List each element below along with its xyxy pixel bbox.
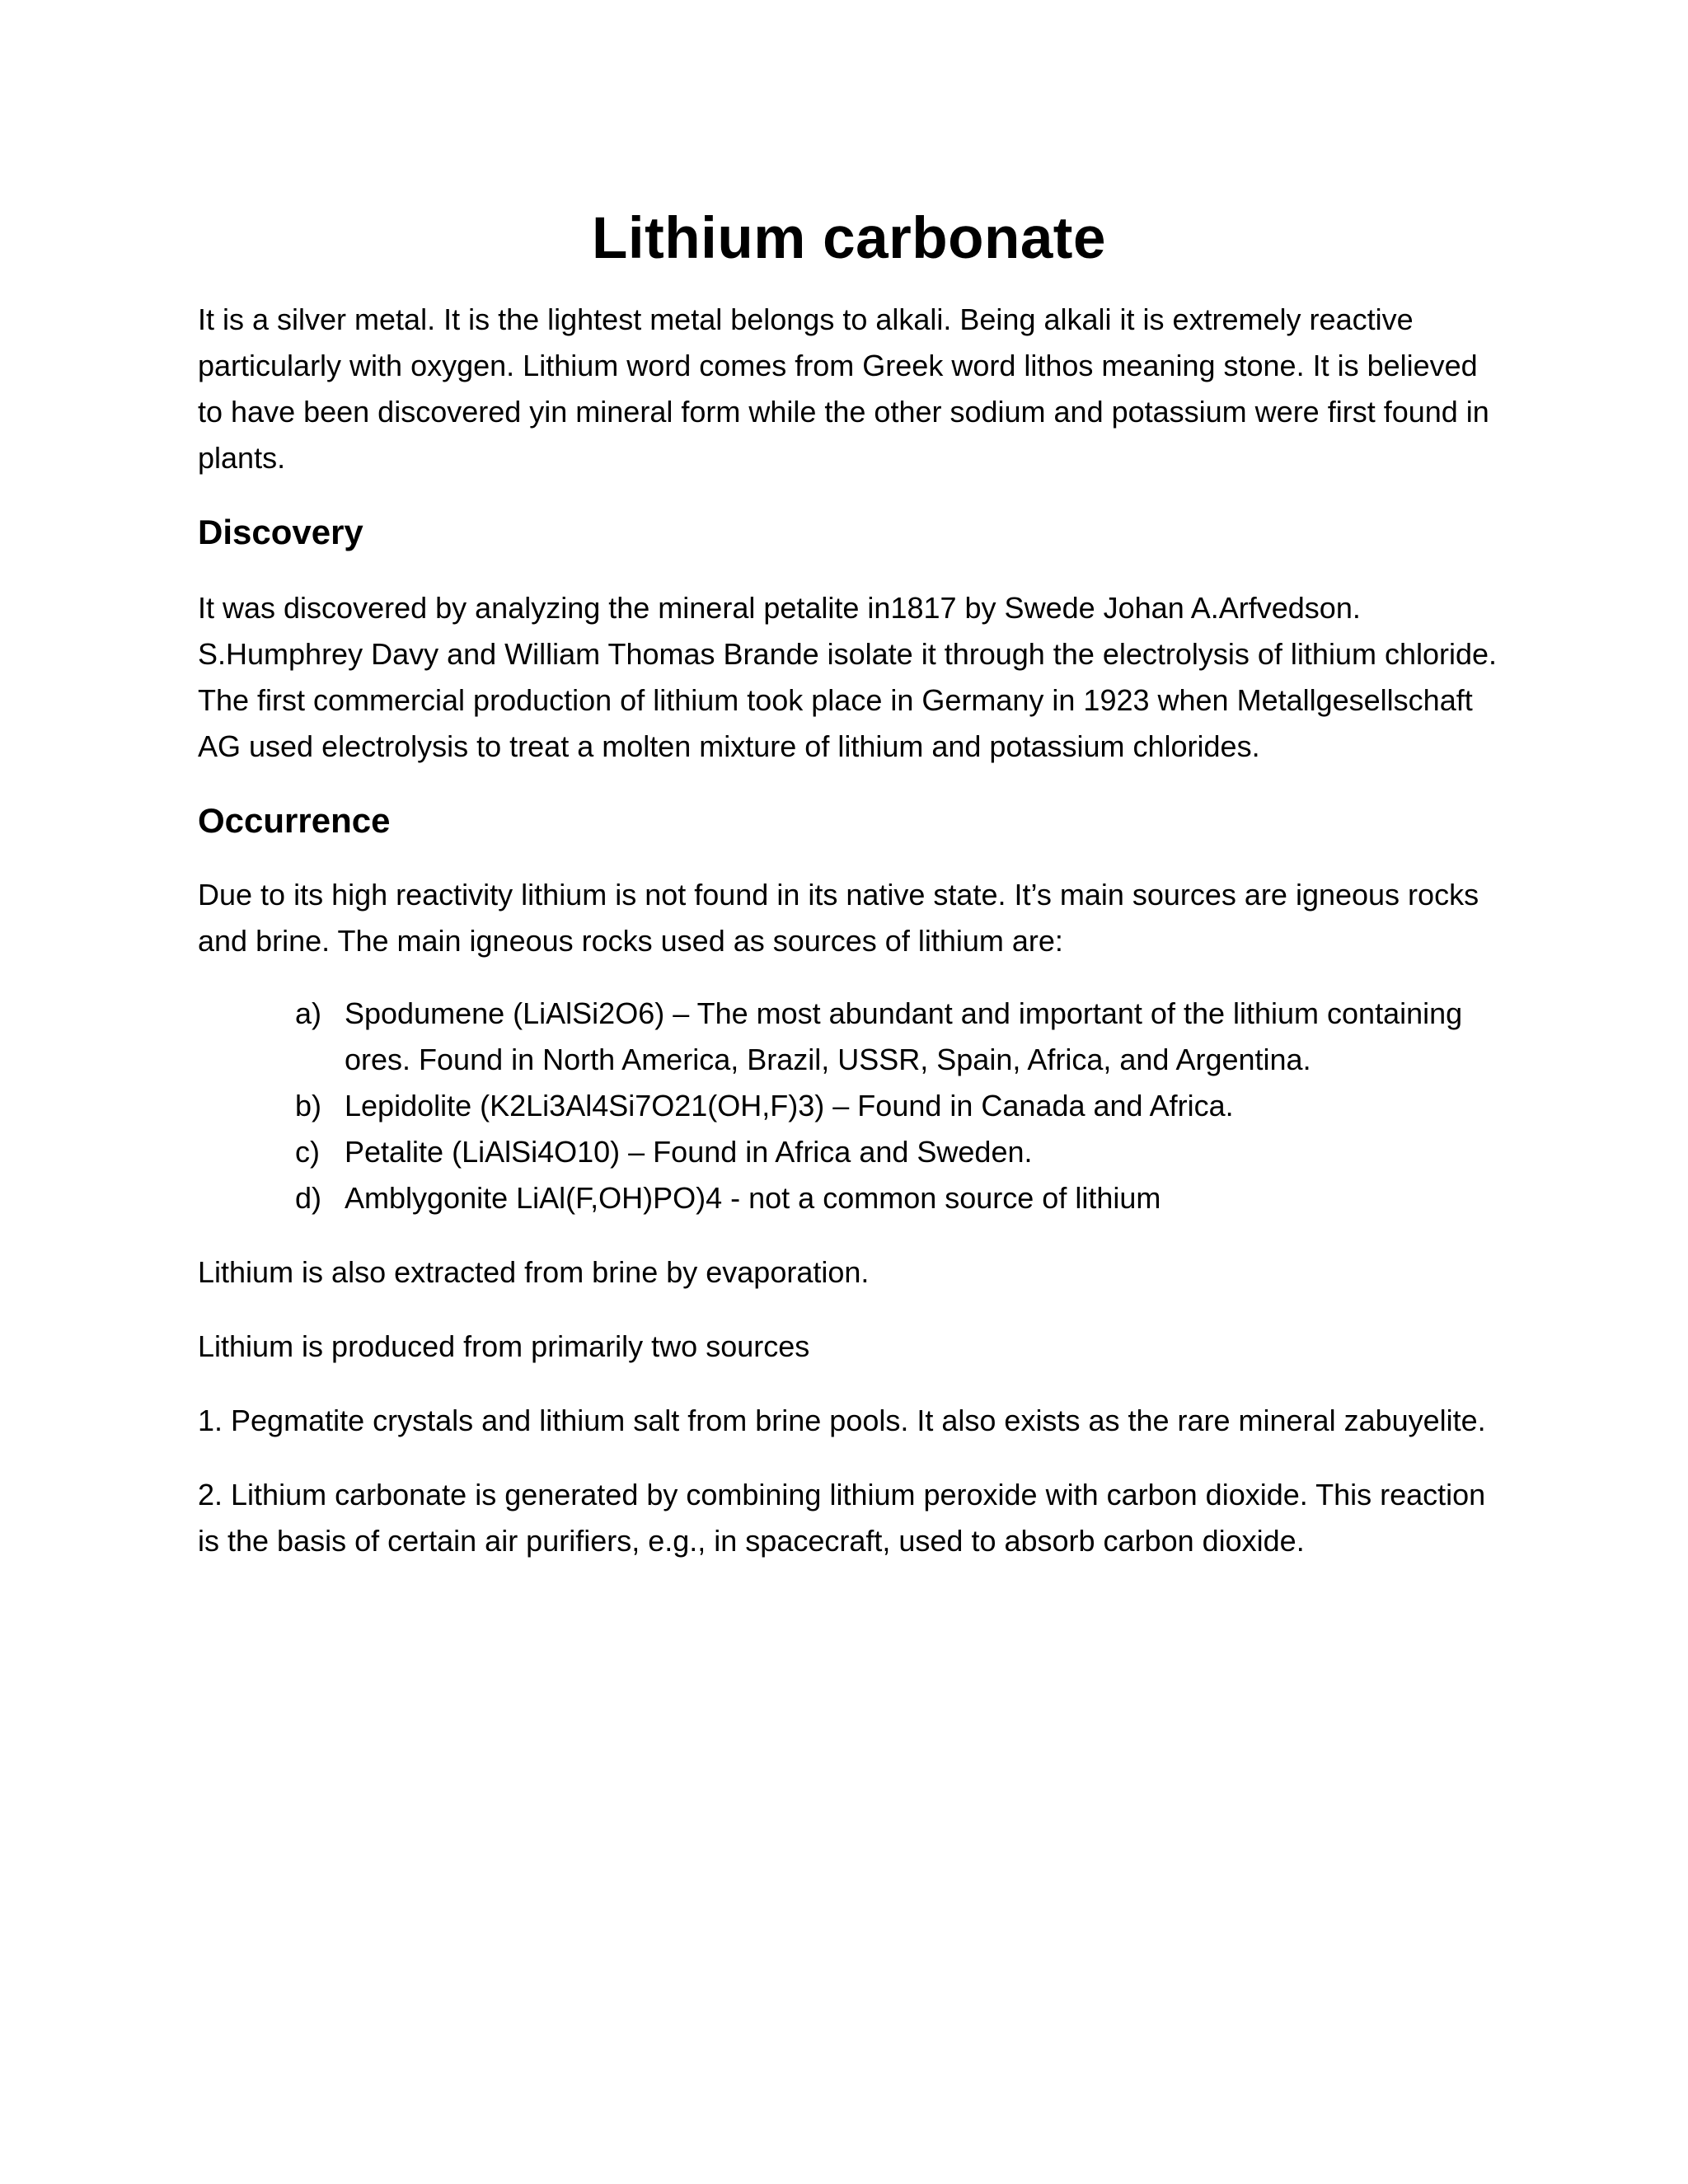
source-two-paragraph: 2. Lithium carbonate is generated by combining lithium peroxide with carbon dioxide. This reaction is the basis of certain air purifiers, e.g., in spacecraft, used to absorb carbon dioxide.	[198, 1478, 1486, 1558]
list-item	[295, 991, 1500, 1083]
sources-paragraph: Lithium is produced from primarily two sources	[198, 1329, 810, 1363]
discovery-paragraph: It was discovered by analyzing the mineral petalite in1817 by Swede Johan A.Arfvedson. S.Humphrey Davy and William Thomas Brande isolate it through the electrolysis of lithium chloride. The first commercial production of lithium took place in Germany in 1923 when Metallgesellschaft AG used electrolysis to treat a molten mixture of lithium and potassium chlorides.	[198, 591, 1498, 763]
list-marker: a)	[295, 996, 322, 1030]
source-one-paragraph: 1. Pegmatite crystals and lithium salt from brine pools. It also exists as the rare mineral zabuyelite.	[198, 1404, 1486, 1437]
intro-paragraph: It is a silver metal. It is the lightest metal belongs to alkali. Being alkali it is extremely reactive particularly with oxygen. Lithium word comes from Greek word lithos meaning stone. It is believed to have been discovered yin mineral form while the other sodium and potassium were first found in plants.	[198, 302, 1489, 475]
mineral-list	[198, 991, 1500, 1221]
document-body	[198, 198, 1500, 1564]
list-item	[295, 1129, 1500, 1175]
occurrence-paragraph: Due to its high reactivity lithium is not found in its native state. It’s main sources are igneous rocks and brine. The main igneous rocks used as sources of lithium are:	[198, 878, 1479, 958]
list-item	[295, 1175, 1500, 1221]
list-item-text: Petalite (LiAlSi4O10) – Found in Africa and Sweden.	[345, 1135, 1033, 1169]
list-item-text: Lepidolite (K2Li3Al4Si7O21(OH,F)3) – Found in Canada and Africa.	[345, 1089, 1234, 1122]
brine-paragraph: Lithium is also extracted from brine by evaporation.	[198, 1255, 870, 1289]
document-title: Lithium carbonate	[592, 206, 1106, 271]
list-item-text: Spodumene (LiAlSi2O6) – The most abundant and important of the lithium containing ores. Found in North America, Brazil, USSR, Spain, Africa, and Argentina.	[345, 996, 1463, 1076]
list-marker: d)	[295, 1181, 322, 1215]
list-marker: c)	[295, 1135, 320, 1169]
section-heading-occurrence: Occurrence	[198, 801, 391, 840]
list-item-text: Amblygonite LiAl(F,OH)PO)4 - not a common source of lithium	[345, 1181, 1161, 1215]
section-heading-discovery: Discovery	[198, 513, 363, 551]
list-marker: b)	[295, 1089, 322, 1122]
list-item	[295, 1083, 1500, 1129]
